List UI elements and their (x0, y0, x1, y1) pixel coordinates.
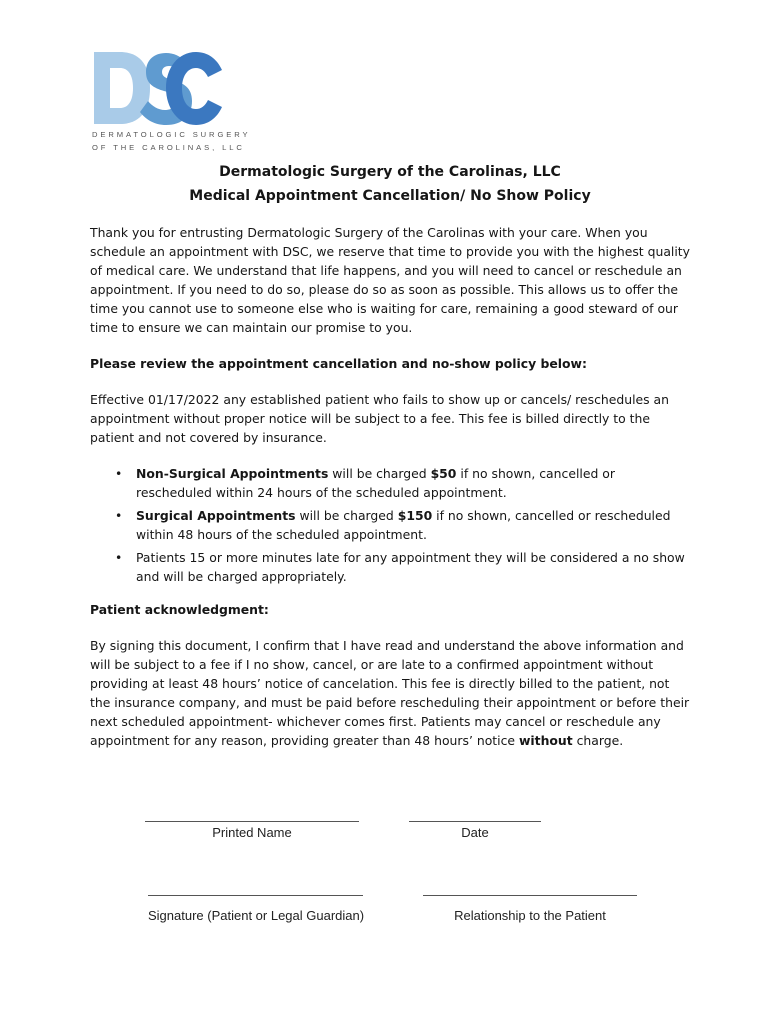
policy-list (90, 464, 690, 586)
title-block (90, 160, 690, 208)
document-title: Dermatologic Surgery of the Carolinas, LLC (219, 164, 561, 180)
document-subtitle: Medical Appointment Cancellation/ No Show Policy (189, 188, 591, 204)
list-item (90, 548, 690, 586)
printed-name-label: Printed Name (212, 825, 292, 840)
acknowledgment-heading: Patient acknowledgment: (90, 602, 269, 617)
bullet-text: will be charged (328, 466, 431, 481)
ack-text: By signing this document, I confirm that I have read and understand the above information and will be subject to a fee if I no show, cancel, or are late to a confirmed appointment without providing at least 48 hours’ notice of cancelation. This fee is directly billed to the patient, not the insurance company, and must be paid before rescheduling their appointment or before their next scheduled appointment- whichever comes first. Patients may cancel or reschedule any appointment for any reason, providing greater than 48 hours’ notice (90, 638, 690, 748)
signature-label: Signature (Patient or Legal Guardian) (148, 908, 365, 923)
dsc-logo (90, 48, 251, 168)
dsc-logo-mark (90, 48, 225, 130)
bullet-icon: • (115, 508, 123, 523)
bullet-label: Non-Surgical Appointments (136, 466, 329, 481)
ack-emphasis: without (518, 733, 573, 748)
ack-text-end: charge. (572, 733, 624, 748)
date-label: Date (461, 825, 489, 840)
effective-paragraph: Effective 01/17/2022 any established patient who fails to show up or cancels/ reschedules an appointment without proper notice will be subject to a fee. This fee is billed directly to the patient and not covered by insurance. (90, 392, 669, 445)
bullet-text: if no shown, cancelled or rescheduled within 48 hours of the scheduled appointment. (136, 508, 671, 542)
bullet-label: Surgical Appointments (136, 508, 296, 523)
printed-name-line[interactable] (145, 820, 359, 822)
list-item (90, 464, 690, 502)
relationship-line[interactable] (423, 894, 637, 896)
signature-line[interactable] (148, 894, 363, 896)
relationship-field[interactable] (423, 894, 637, 924)
policy-heading: Please review the appointment cancellation and no-show policy below: (90, 356, 587, 371)
signature-field[interactable] (148, 894, 363, 924)
intro-paragraph: Thank you for entrusting Dermatologic Surgery of the Carolinas with your care. When you schedule an appointment with DSC, we reserve that time to provide you with the highest quality of medical care. We understand that life happens, and you will need to cancel or reschedule an appointment. If you need to do so, please do so as soon as possible. This allows us to offer the time you cannot use to someone else who is waiting for care, remaining a good steward of our time to ensure we can maintain our promise to you. (90, 225, 690, 335)
bullet-text: Patients 15 or more minutes late for any appointment they will be considered a no show and will be charged appropriately. (136, 550, 685, 584)
date-line[interactable] (409, 820, 541, 822)
bullet-text: will be charged (295, 508, 398, 523)
acknowledgment-paragraph (90, 636, 690, 750)
document-body (90, 160, 690, 767)
printed-name-field[interactable] (145, 820, 359, 841)
logo-subtitle-line1: DERMATOLOGIC SURGERY (92, 130, 251, 139)
fee-amount: $50 (430, 466, 457, 481)
list-item (90, 506, 690, 544)
bullet-icon: • (115, 466, 123, 481)
date-field[interactable] (409, 820, 541, 841)
bullet-text: if no shown, cancelled or rescheduled within 24 hours of the scheduled appointment. (136, 466, 615, 500)
relationship-label: Relationship to the Patient (454, 908, 606, 923)
fee-amount: $150 (397, 508, 433, 523)
bullet-icon: • (115, 550, 123, 565)
logo-subtitle-line2: OF THE CAROLINAS, LLC (92, 143, 245, 152)
